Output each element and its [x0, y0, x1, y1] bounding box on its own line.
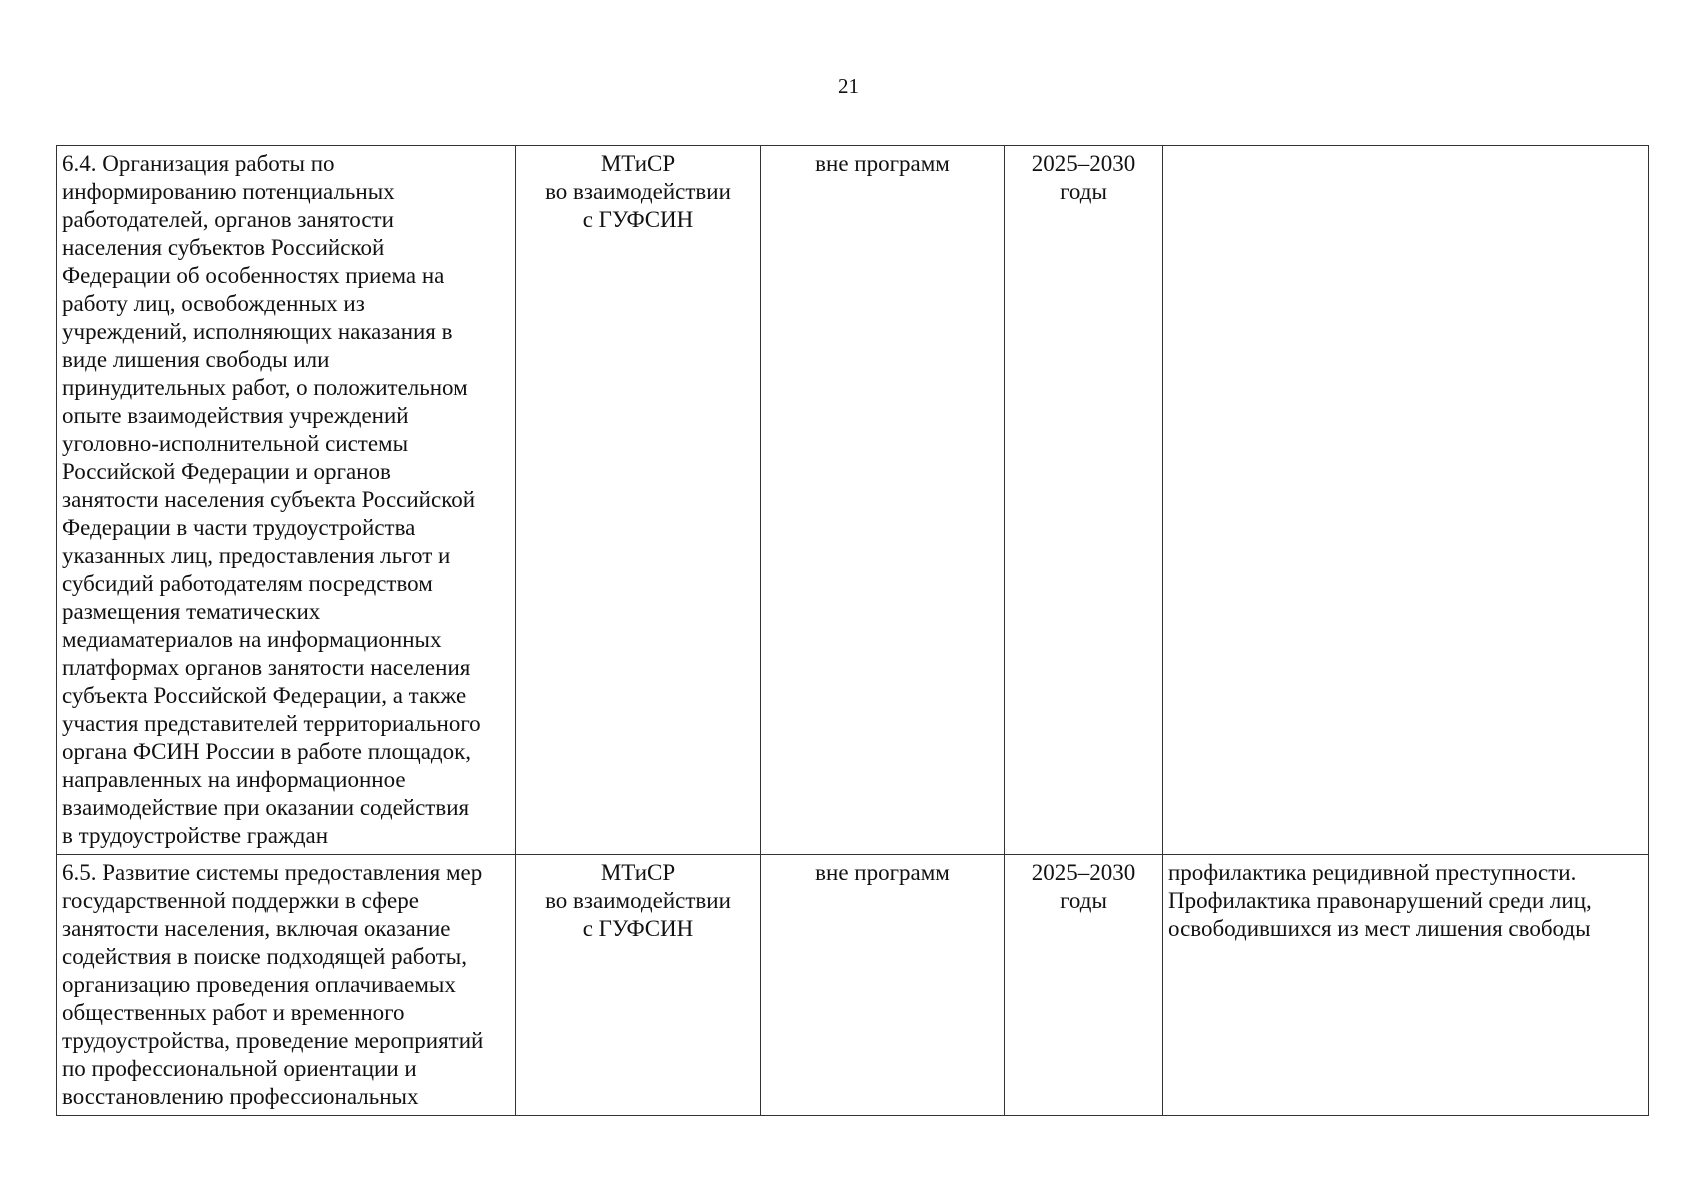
measure-cell: 6.5. Развитие системы предоставления мер государственной поддержки в сфере занятости населения, включая оказание содействия в поиске подходящей работы, организацию проведения оплачиваемых общественных работ и временного трудоустройства, проведение мероприятий по профессиональной ориентации и восстановлению профессиональных	[57, 855, 516, 1116]
period-cell: 2025–2030 годы	[1005, 146, 1163, 855]
result-cell: профилактика рецидивной преступности. Профилактика правонарушений среди лиц, освободившихся из мест лишения свободы	[1163, 855, 1649, 1116]
table-row	[57, 855, 1649, 1116]
funding-cell: вне программ	[761, 855, 1005, 1116]
executor-cell: МТиСР во взаимодействии с ГУФСИН	[516, 855, 761, 1116]
measure-cell: 6.4. Организация работы по информированию потенциальных работодателей, органов занятости населения субъектов Российской Федерации об особенностях приема на работу лиц, освобожденных из учреждений, исполняющих наказания в виде лишения свободы или принудительных работ, о положительном опыте взаимодействия учреждений уголовно-исполнительной системы Российской Федерации и органов занятости населения субъекта Российской Федерации в части трудоустройства указанных лиц, предоставления льгот и субсидий работодателям посредством размещения тематических медиаматериалов на информационных платформах органов занятости населения субъекта Российской Федерации, а также участия представителей территориального органа ФСИН России в работе площадок, направленных на информационное взаимодействие при оказании содействия в трудоустройстве граждан	[57, 146, 516, 855]
table-row	[57, 146, 1649, 855]
page-number: 21	[838, 74, 859, 98]
result-cell	[1163, 146, 1649, 855]
funding-cell: вне программ	[761, 146, 1005, 855]
period-cell: 2025–2030 годы	[1005, 855, 1163, 1116]
executor-cell: МТиСР во взаимодействии с ГУФСИН	[516, 146, 761, 855]
measures-table	[56, 145, 1649, 1116]
